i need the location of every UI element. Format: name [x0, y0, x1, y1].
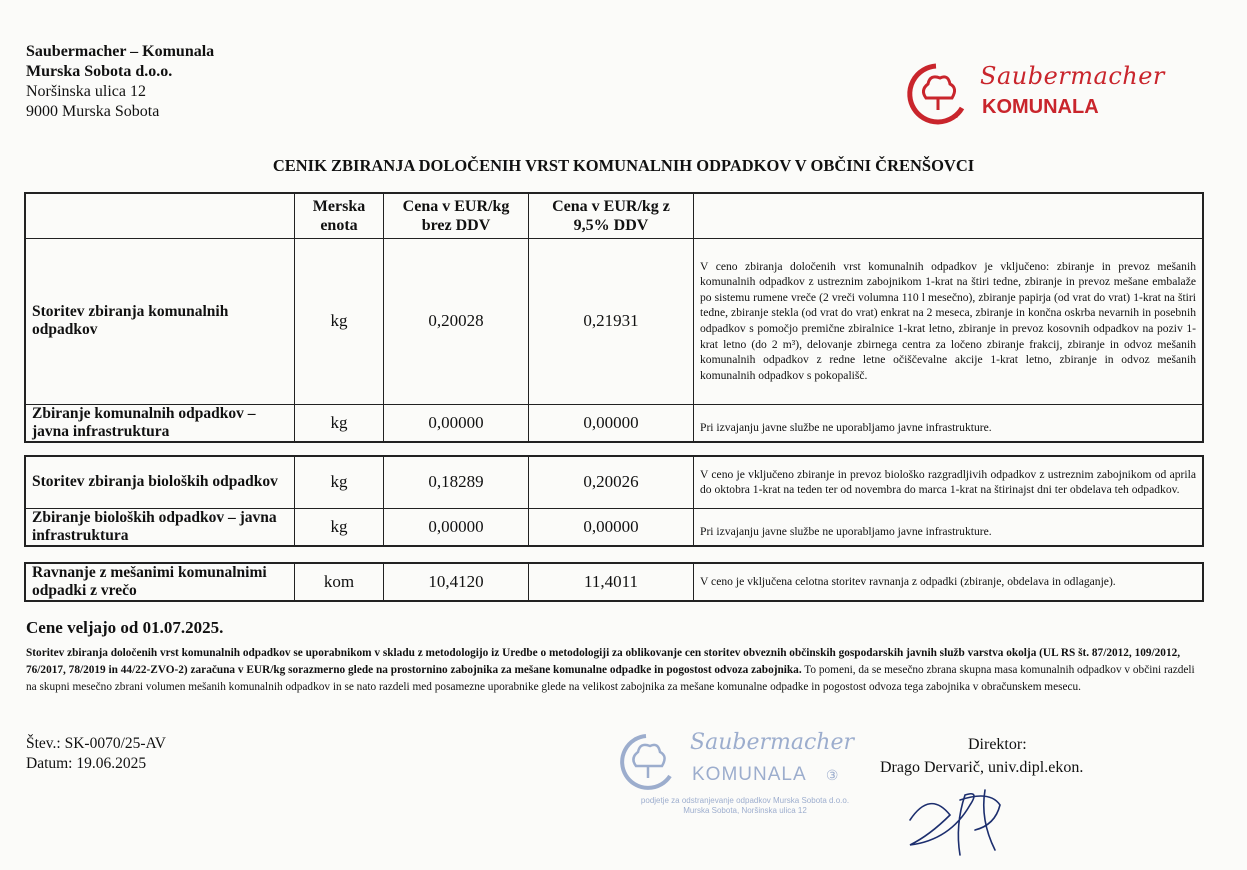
- row-name: Zbiranje bioloških odpadkov – javna infrastruktura: [25, 508, 295, 546]
- row-price-net: 0,00000: [384, 404, 529, 442]
- row-name: Storitev zbiranja komunalnih odpadkov: [25, 238, 295, 404]
- row-price-gross: 0,00000: [529, 508, 694, 546]
- signature-image: [890, 770, 1040, 865]
- company-name-line2: Murska Sobota d.o.o.: [26, 63, 173, 80]
- row-price-gross: 0,20026: [529, 456, 694, 508]
- header-price-net: Cena v EUR/kg brez DDV: [384, 193, 529, 238]
- company-street: Noršinska ulica 12: [26, 83, 146, 100]
- price-table-bag: [24, 562, 1204, 602]
- row-description: V ceno je vključena celotna storitev ravnanja z odpadki (zbiranje, obdelava in odlaganje).: [694, 563, 1204, 601]
- row-price-net: 0,18289: [384, 456, 529, 508]
- row-name: Ravnanje z mešanimi komunalnimi odpadki z vrečo: [25, 563, 295, 601]
- company-name-line1: Saubermacher – Komunala: [26, 43, 215, 60]
- company-city: 9000 Murska Sobota: [26, 103, 160, 120]
- row-name: Zbiranje komunalnih odpadkov – javna infrastruktura: [25, 404, 295, 442]
- row-price-gross: 11,4011: [529, 563, 694, 601]
- row-description: Pri izvajanju javne službe ne uporabljamo javne infrastrukture.: [694, 404, 1204, 442]
- table-row: [25, 238, 1203, 404]
- row-price-net: 10,4120: [384, 563, 529, 601]
- price-table-main: [24, 192, 1204, 443]
- methodology-normal: To pomeni, da se mesečno zbrana skupna masa komunalnih odpadkov v občini razdeli na skupni mesečno zbrani volumen mešanih komunalnih odpadkov in se nato razdeli med posamezne uporabnike glede na velikost zabojnika za mešane komunalne odpadke in pogostost odvoza tega zabojnika v obračunskem mesecu.: [26, 664, 1195, 693]
- row-unit: kom: [295, 563, 384, 601]
- table-row: [25, 456, 1203, 508]
- logo-name: Saubermacher: [980, 62, 1165, 90]
- stamp-subtitle: [692, 764, 839, 786]
- company-address: [26, 42, 214, 122]
- stamp-name: Saubermacher: [690, 730, 854, 755]
- company-stamp: [608, 728, 878, 828]
- methodology-bold: Storitev zbiranja določenih vrst komunalnih odpadkov se uporabnikom v skladu z metodologijo iz Uredbe o metodologiji za oblikovanje cen storitev obveznih občinskih gospodarskih javnih služb varstva okolja (UL RS št. 87/2012, 109/2012, 76/2017, 78/2019 in 44/22-ZVO-2) zaračuna v EUR/kg sorazmerno glede na prostornino zabojnika za mešane komunalne odpadke in pogostost odvoza zabojnika.: [26, 647, 1181, 676]
- row-unit: kg: [295, 508, 384, 546]
- table-row: [25, 404, 1203, 442]
- company-logo: [898, 58, 1165, 130]
- stamp-small-line2: Murska Sobota, Noršinska ulica 12: [683, 806, 807, 815]
- director-name: Drago Dervarič, univ.dipl.ekon.: [880, 759, 1084, 776]
- header-empty-cell: [25, 193, 295, 238]
- header-desc-empty: [694, 193, 1204, 238]
- row-price-net: 0,20028: [384, 238, 529, 404]
- row-price-gross: 0,21931: [529, 238, 694, 404]
- price-table-bio: [24, 455, 1204, 547]
- row-description: V ceno je vključeno zbiranje in prevoz biološko razgradljivih odpadkov z ustreznim zabojnikom od aprila do oktobra 1-krat na teden ter od novembra do marca 1-krat na štirinajst dni ter obdelava teh odpadkov.: [694, 456, 1204, 508]
- reference-number: Štev.: SK-0070/25-AV: [26, 735, 166, 752]
- stamp-small-text: [614, 796, 876, 816]
- recycle-logo-icon: [898, 58, 974, 130]
- header-unit: Merska enota: [295, 193, 384, 238]
- stamp-mark: ③: [825, 767, 840, 783]
- row-price-net: 0,00000: [384, 508, 529, 546]
- row-description: Pri izvajanju javne službe ne uporabljamo javne infrastrukture.: [694, 508, 1204, 546]
- validity-note: Cene veljajo od 01.07.2025.: [26, 618, 224, 637]
- table-row: [25, 508, 1203, 546]
- stamp-subtitle-text: KOMUNALA: [692, 764, 806, 785]
- director-label: Direktor:: [968, 736, 1027, 753]
- table-row: [25, 563, 1203, 601]
- row-description: V ceno zbiranja določenih vrst komunalnih odpadkov je vključeno: zbiranje in prevoz mešanih komunalnih odpadkov z ustreznim zabojnikom 1-krat na štiri tedne, zbiranje in prevoz mešane embalaže po sistemu rumene vreče (2 vreči volumna 110 l mesečno), zbiranje papirja (od vrat do vrat) 1-krat na štiri tedne, zbiranje stekla (od vrat do vrat) enkrat na 2 meseca, zbiranje in končna oskrba nevarnih in posebnih odpadkov s pomočjo premične zbiralnice 1-krat letno, zbiranje in prevoz kosovnih odpadkov na poziv 1-krat letno (do 2 m³), delovanje zbirnega centra za ločeno zbiranje frakcij, zbiranje in odvoz mešanih komunalnih odpadkov z redne letne očiščevalne akcije 1-krat letno, zbiranje in odvoz mešanih komunalnih odpadkov s pokopališč.: [694, 238, 1204, 404]
- methodology-paragraph: [26, 645, 1208, 696]
- row-unit: kg: [295, 238, 384, 404]
- table-header-row: [25, 193, 1203, 238]
- row-unit: kg: [295, 456, 384, 508]
- stamp-small-line1: podjetje za odstranjevanje odpadkov Murska Sobota d.o.o.: [640, 796, 850, 805]
- logo-subtitle: KOMUNALA: [982, 96, 1099, 118]
- row-name: Storitev zbiranja bioloških odpadkov: [25, 456, 295, 508]
- header-price-gross: Cena v EUR/kg z 9,5% DDV: [529, 193, 694, 238]
- row-price-gross: 0,00000: [529, 404, 694, 442]
- document-title: CENIK ZBIRANJA DOLOČENIH VRST KOMUNALNIH ODPADKOV V OBČINI ČRENŠOVCI: [272, 156, 975, 175]
- reference-date: Datum: 19.06.2025: [26, 755, 147, 772]
- reference-block: [26, 734, 166, 774]
- stamp-logo-icon: [608, 728, 684, 798]
- row-unit: kg: [295, 404, 384, 442]
